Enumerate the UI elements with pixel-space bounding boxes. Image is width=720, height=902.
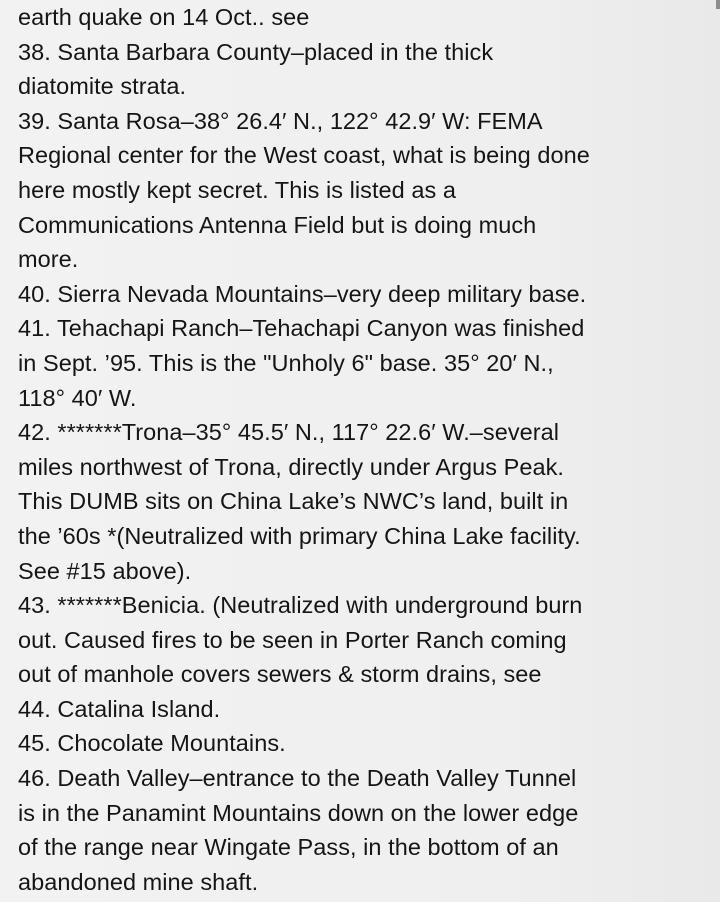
text-line: of the range near Wingate Pass, in the bottom of an bbox=[18, 834, 559, 861]
text-line: 118° 40′ W. bbox=[18, 384, 137, 411]
text-line: This DUMB sits on China Lake’s NWC’s land, built in bbox=[18, 488, 569, 515]
text-line: diatomite strata. bbox=[18, 73, 187, 100]
text-line: 46. Death Valley–entrance to the Death Valley Tunnel bbox=[18, 765, 577, 792]
document-text bbox=[18, 0, 708, 899]
text-line: abandoned mine shaft. bbox=[18, 868, 259, 895]
text-line: earth quake on 14 Oct.. see bbox=[18, 4, 310, 30]
text-line: 45. Chocolate Mountains. bbox=[18, 730, 286, 757]
text-line: here mostly kept secret. This is listed as a bbox=[18, 176, 456, 203]
text-line: 41. Tehachapi Ranch–Tehachapi Canyon was finished bbox=[18, 315, 585, 342]
text-line: out of manhole covers sewers & storm drains, see bbox=[18, 661, 542, 688]
text-line: Communications Antenna Field but is doing much bbox=[18, 211, 537, 238]
text-line: 44. Catalina Island. bbox=[18, 695, 221, 722]
text-line: 42. *******Trona–35° 45.5′ N., 117° 22.6′ W.–several bbox=[18, 419, 559, 446]
text-line: 39. Santa Rosa–38° 26.4′ N., 122° 42.9′ W: FEMA bbox=[18, 107, 543, 134]
text-line: more. bbox=[18, 246, 79, 273]
text-line: is in the Panamint Mountains down on the lower edge bbox=[18, 799, 579, 826]
text-line: in Sept. ’95. This is the "Unholy 6" base. 35° 20′ N., bbox=[18, 349, 554, 376]
edge-mark bbox=[716, 0, 720, 9]
text-line: See #15 above). bbox=[18, 557, 192, 584]
text-line: 40. Sierra Nevada Mountains–very deep military base. bbox=[18, 280, 587, 307]
text-line: 43. *******Benicia. (Neutralized with underground burn bbox=[18, 592, 583, 619]
text-line: miles northwest of Trona, directly under Argus Peak. bbox=[18, 453, 564, 480]
text-line: Regional center for the West coast, what is being done bbox=[18, 142, 590, 169]
text-line: out. Caused fires to be seen in Porter Ranch coming bbox=[18, 626, 567, 653]
text-line: 38. Santa Barbara County–placed in the thick bbox=[18, 38, 494, 65]
text-line: the ’60s *(Neutralized with primary China Lake facility. bbox=[18, 522, 581, 549]
